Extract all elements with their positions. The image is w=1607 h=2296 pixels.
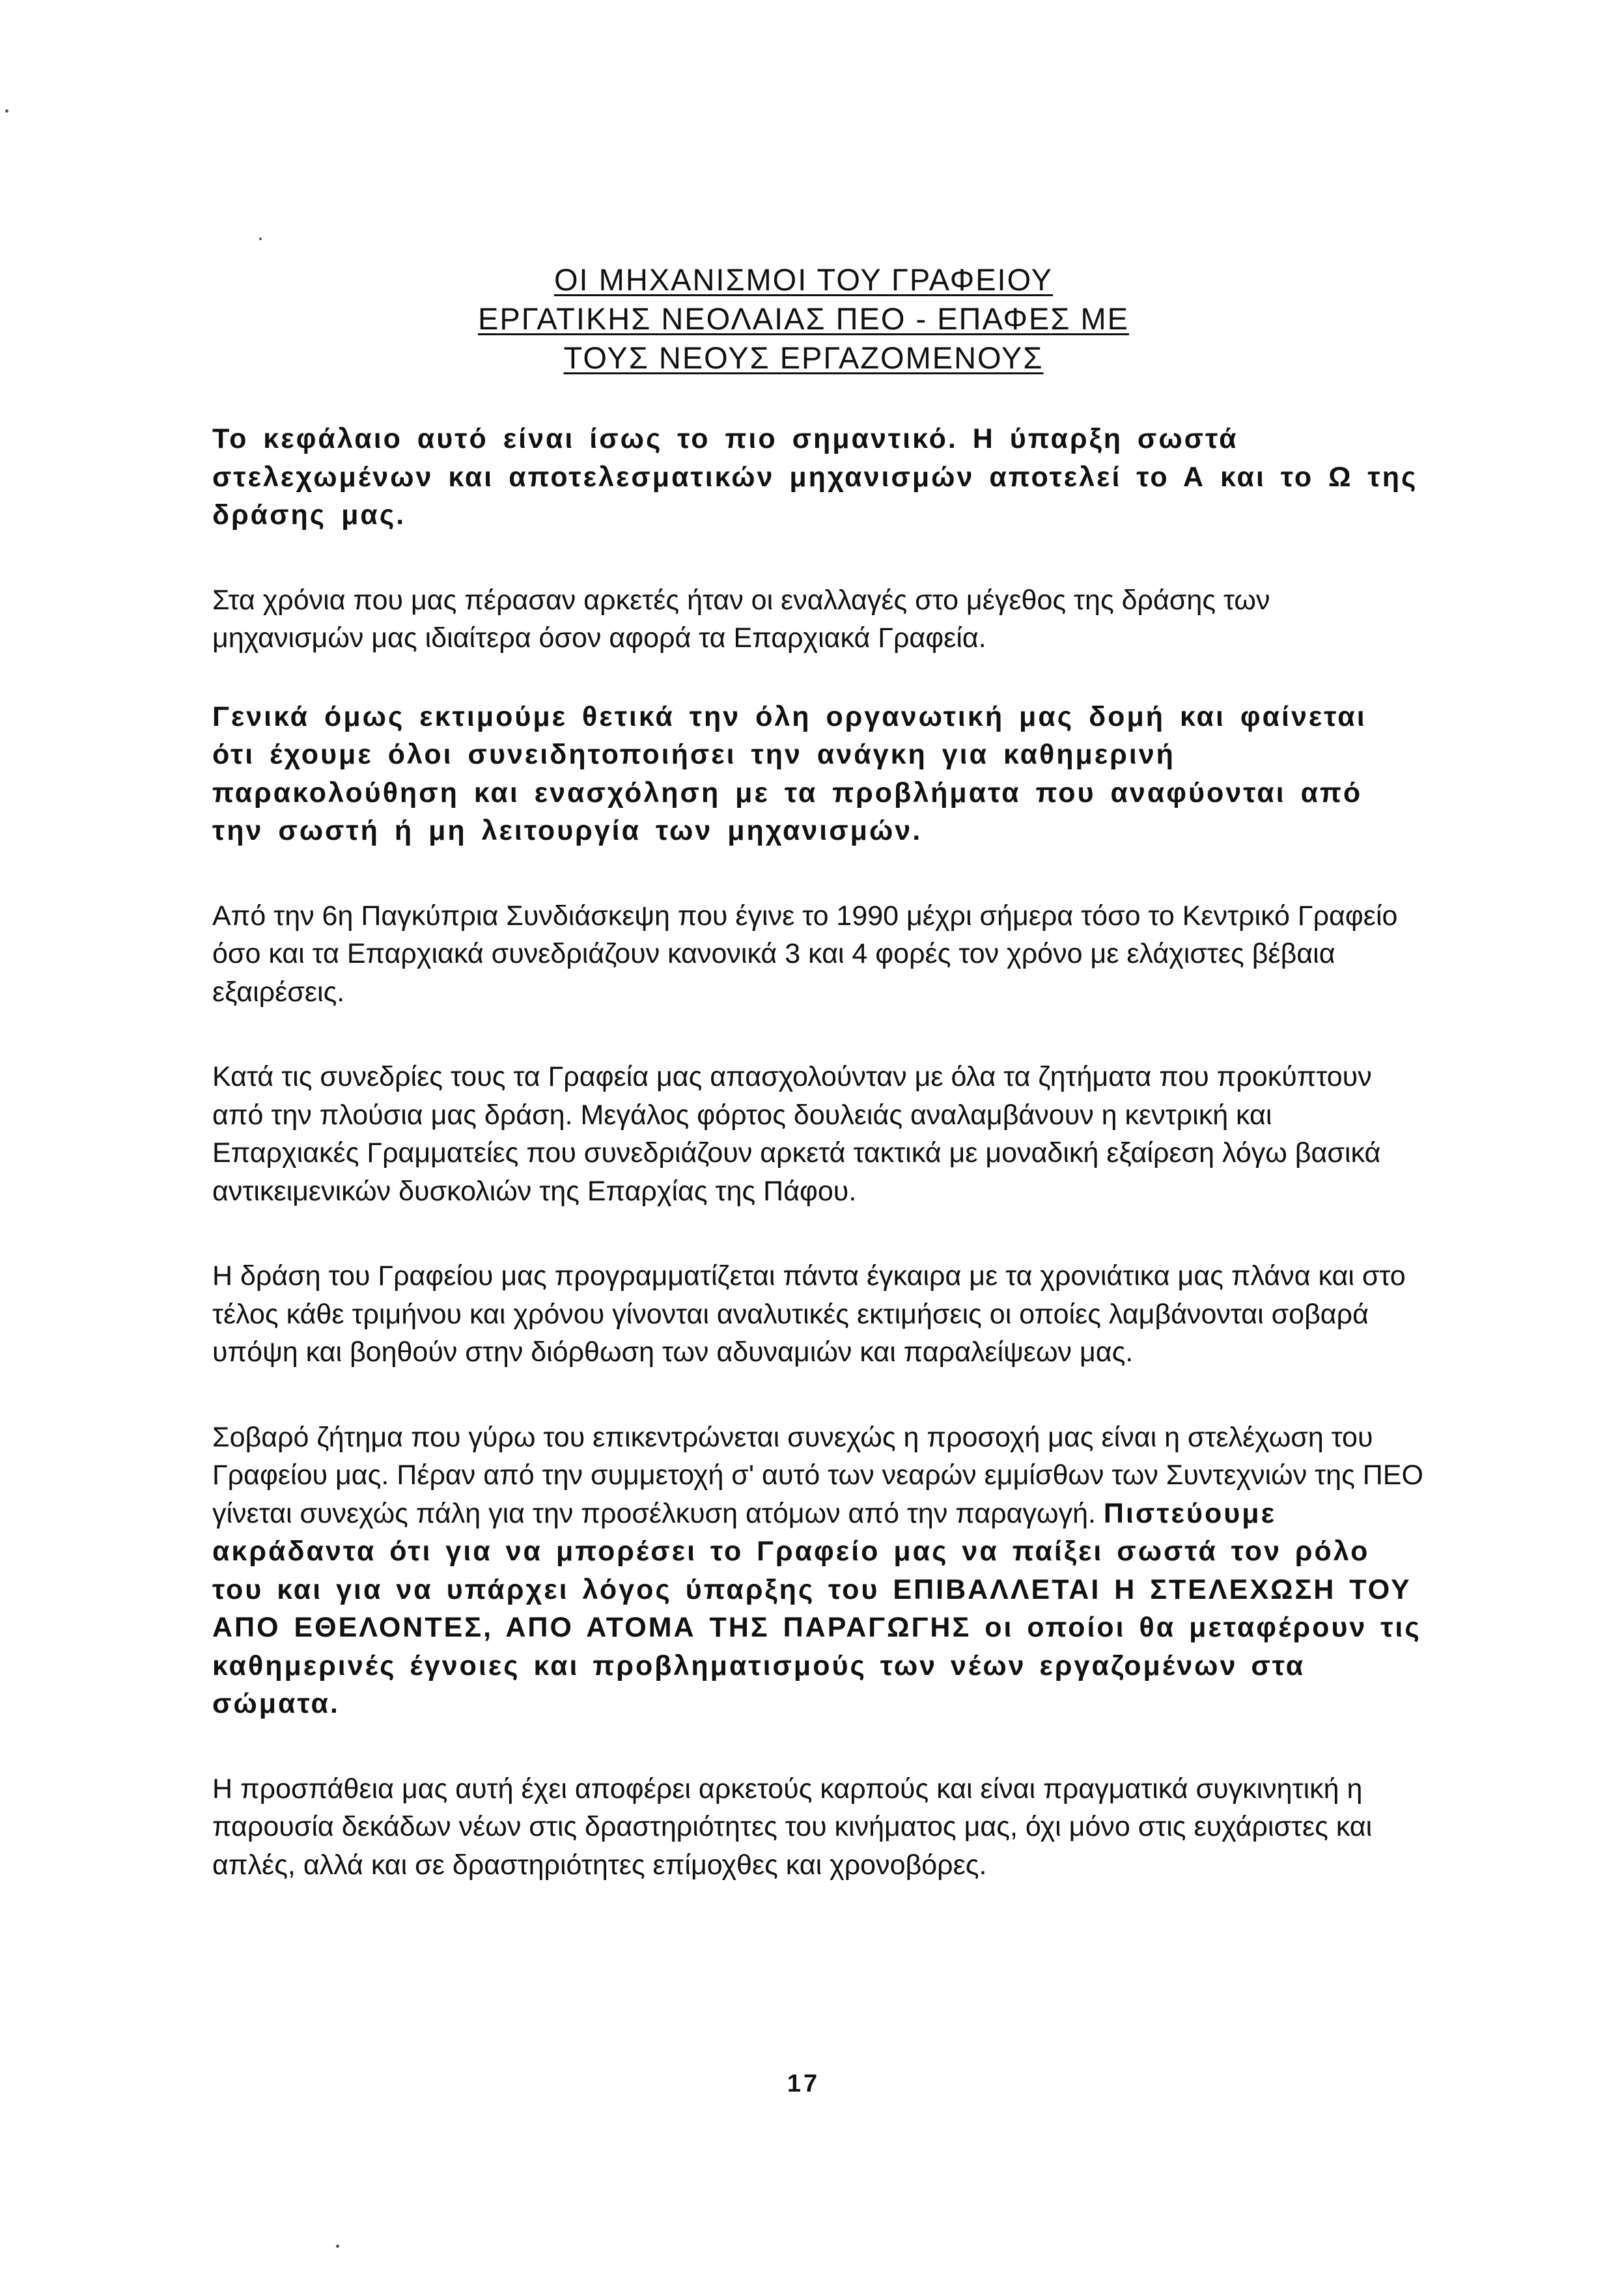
title-line-1: ΟΙ ΜΗΧΑΝΙΣΜΟΙ ΤΟΥ ΓΡΑΦΕΙΟΥ	[554, 262, 1053, 297]
scan-speck	[5, 109, 8, 113]
staffing-text: Σοβαρό ζήτημα που γύρω του επικεντρώνεται συνεχώς η προσοχή μας είναι η στελέχωση του Γραφείου μας. Πέραν από την συμμετοχή σ' αυτό των νεαρών εμμίσθων των Συντεχνιών της ΠΕΟ γίνεται συνεχώς πάλη για την προσέλκυση ατόμων από την παραγωγή.	[212, 1421, 1423, 1529]
paragraph-results: Η προσπάθεια μας αυτή έχει αποφέρει αρκετούς καρπούς και είναι πραγματικά συγκινητική η παρουσία δεκάδων νέων στις δραστηριότητες του κινήματος μας, όχι μόνο στις ευχάριστες και απλές, αλλά και σε δραστηριότητες επίμοχθες και χρονοβόρες.	[212, 1773, 1373, 1881]
scan-speck	[259, 238, 262, 240]
paragraph-staffing	[212, 1418, 1423, 1723]
document-body	[212, 420, 1423, 1884]
document-title	[0, 260, 1607, 378]
staffing-emphasis: Πιστεύουμε ακράδαντα ότι για να μπορέσει το Γραφείο μας να παίξει σωστά τον ρόλο του και για να υπάρχει λόγος ύπαρξης του ΕΠΙΒΑΛΛΕΤΑΙ Η ΣΤΕΛΕΧΩΣΗ ΤΟΥ ΑΠΟ ΕΘΕΛΟΝΤΕΣ, ΑΠΟ ΑΤΟΜΑ ΤΗΣ ΠΑΡΑΓΩΓΗΣ οι οποίοι θα μεταφέρουν τις καθημερινές έγνοιες και προβληματισμούς των νέων εργαζομένων στα σώματα.	[212, 1497, 1421, 1719]
paragraph-meetings: Από την 6η Παγκύπρια Συνδιάσκεψη που έγινε το 1990 μέχρι σήμερα τόσο το Κεντρικό Γραφείο όσο και τα Επαρχιακά συνεδριάζουν κανονικά 3 και 4 φορές τον χρόνο με ελάχιστες βέβαια εξαιρέσεις.	[212, 900, 1398, 1008]
scan-speck	[336, 2245, 339, 2248]
paragraph-planning: Η δράση του Γραφείου μας προγραμματίζεται πάντα έγκαιρα με τα χρονιάτικα μας πλάνα και στο τέλος κάθε τριμήνου και χρόνου γίνονται αναλυτικές εκτιμήσεις οι οποίες λαμβάνονται σοβαρά υπόψη και βοηθούν στην διόρθωση των αδυναμιών και παραλείψεων μας.	[212, 1260, 1406, 1368]
title-line-3: ΤΟΥΣ ΝΕΟΥΣ ΕΡΓΑΖΟΜΕΝΟΥΣ	[563, 340, 1044, 375]
paragraph-changes: Στα χρόνια που μας πέρασαν αρκετές ήταν οι εναλλαγές στο μέγεθος της δράσης των μηχανισμών μας ιδιαίτερα όσον αφορά τα Επαρχιακά Γραφεία.	[212, 584, 1270, 654]
paragraph-intro: Το κεφάλαιο αυτό είναι ίσως το πιο σημαντικό. Η ύπαρξη σωστά στελεχωμένων και αποτελεσματικών μηχανισμών αποτελεί το Α και το Ω της δράσης μας.	[212, 423, 1418, 531]
page-number: 17	[787, 2070, 820, 2097]
title-line-2: ΕΡΓΑΤΙΚΗΣ ΝΕΟΛΑΙΑΣ ΠΕΟ - ΕΠΑΦΕΣ ΜΕ	[478, 301, 1129, 336]
paragraph-sessions: Κατά τις συνεδρίες τους τα Γραφεία μας απασχολούνταν με όλα τα ζητήματα που προκύπτουν από την πλούσια μας δράση. Μεγάλος φόρτος δουλειάς αναλαμβάνουν η κεντρική και Επαρχιακές Γραμματείες που συνεδριάζουν αρκετά τακτικά με μοναδική εξαίρεση λόγω βασικά αντικειμενικών δυσκολιών της Επαρχίας της Πάφου.	[212, 1061, 1381, 1207]
paragraph-assessment: Γενικά όμως εκτιμούμε θετικά την όλη οργανωτική μας δομή και φαίνεται ότι έχουμε όλοι συνειδητοποιήσει την ανάγκη για καθημερινή παρακολούθηση και ενασχόληση με τα προβλήματα που αναφύονται από την σωστή ή μη λειτουργία των μηχανισμών.	[212, 700, 1367, 846]
